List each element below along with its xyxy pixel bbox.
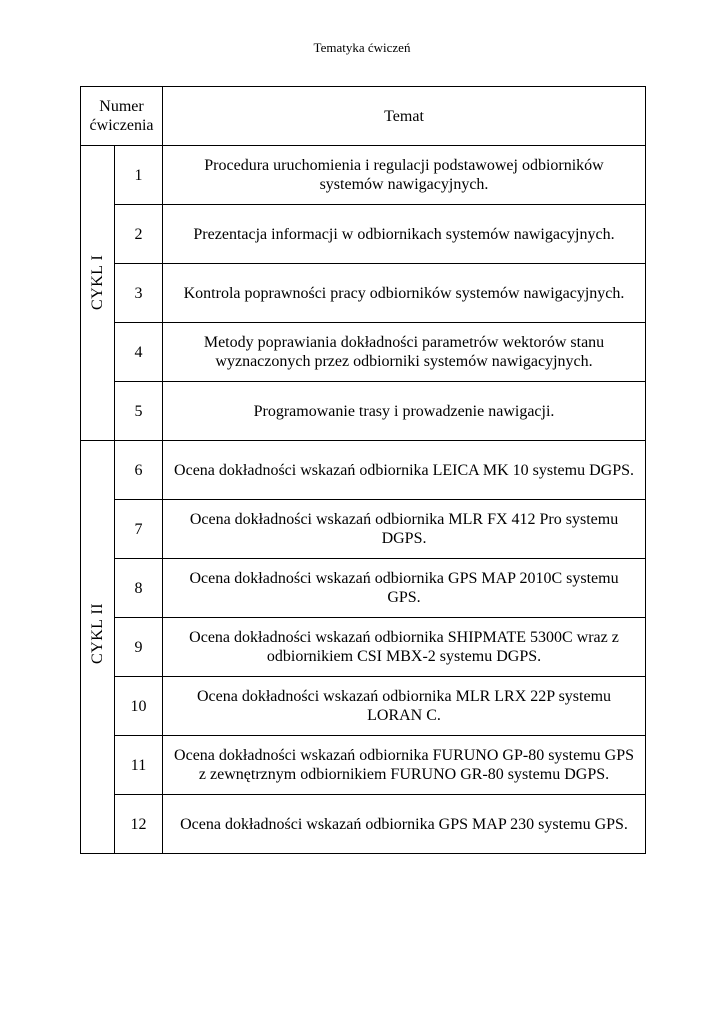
exercise-topic: Ocena dokładności wskazań odbiornika SHIPMATE 5300C wraz z odbiornikiem CSI MBX-2 systemu DGPS.: [163, 618, 646, 677]
exercise-topics-table: [80, 86, 646, 854]
exercise-topic: Procedura uruchomienia i regulacji podstawowej odbiorników systemów nawigacyjnych.: [163, 146, 646, 205]
exercise-topic: Ocena dokładności wskazań odbiornika MLR LRX 22P systemu LORAN C.: [163, 677, 646, 736]
table-row: [81, 677, 646, 736]
exercise-number: 5: [115, 382, 163, 441]
table-row: [81, 441, 646, 500]
exercise-topic: Ocena dokładności wskazań odbiornika FURUNO GP-80 systemu GPS z zewnętrznym odbiornikiem FURUNO GR-80 systemu DGPS.: [163, 736, 646, 795]
exercise-number: 10: [115, 677, 163, 736]
table-row: [81, 146, 646, 205]
exercise-number: 1: [115, 146, 163, 205]
cycle-label-cell: [81, 441, 115, 854]
exercise-topic: Metody poprawiania dokładności parametrów wektorów stanu wyznaczonych przez odbiorniki systemów nawigacyjnych.: [163, 323, 646, 382]
table-row: [81, 736, 646, 795]
table-row: [81, 559, 646, 618]
exercise-topic: Ocena dokładności wskazań odbiornika LEICA MK 10 systemu DGPS.: [163, 441, 646, 500]
exercise-number: 3: [115, 264, 163, 323]
cycle-label: CYKL II: [89, 602, 106, 664]
header-number: Numer ćwiczenia: [81, 87, 163, 146]
exercise-number: 6: [115, 441, 163, 500]
exercise-number: 9: [115, 618, 163, 677]
exercise-topic: Kontrola poprawności pracy odbiorników systemów nawigacyjnych.: [163, 264, 646, 323]
table-row: [81, 618, 646, 677]
header-topic: Temat: [163, 87, 646, 146]
table-row: [81, 264, 646, 323]
exercise-number: 11: [115, 736, 163, 795]
table-row: [81, 323, 646, 382]
exercise-number: 7: [115, 500, 163, 559]
exercise-topic: Ocena dokładności wskazań odbiornika GPS MAP 230 systemu GPS.: [163, 795, 646, 854]
exercise-topic: Programowanie trasy i prowadzenie nawigacji.: [163, 382, 646, 441]
table-row: [81, 382, 646, 441]
exercise-topic: Ocena dokładności wskazań odbiornika MLR FX 412 Pro systemu DGPS.: [163, 500, 646, 559]
page-title: Tematyka ćwiczeń: [313, 40, 411, 55]
cycle-label: CYKL I: [89, 254, 106, 310]
table-row: [81, 500, 646, 559]
table-row: [81, 205, 646, 264]
exercise-number: 2: [115, 205, 163, 264]
exercise-topic: Ocena dokładności wskazań odbiornika GPS MAP 2010C systemu GPS.: [163, 559, 646, 618]
table-row: [81, 795, 646, 854]
cycle-label-cell: [81, 146, 115, 441]
table-header-row: [81, 87, 646, 146]
exercise-topic: Prezentacja informacji w odbiornikach systemów nawigacyjnych.: [163, 205, 646, 264]
exercise-number: 4: [115, 323, 163, 382]
exercise-number: 8: [115, 559, 163, 618]
exercise-number: 12: [115, 795, 163, 854]
